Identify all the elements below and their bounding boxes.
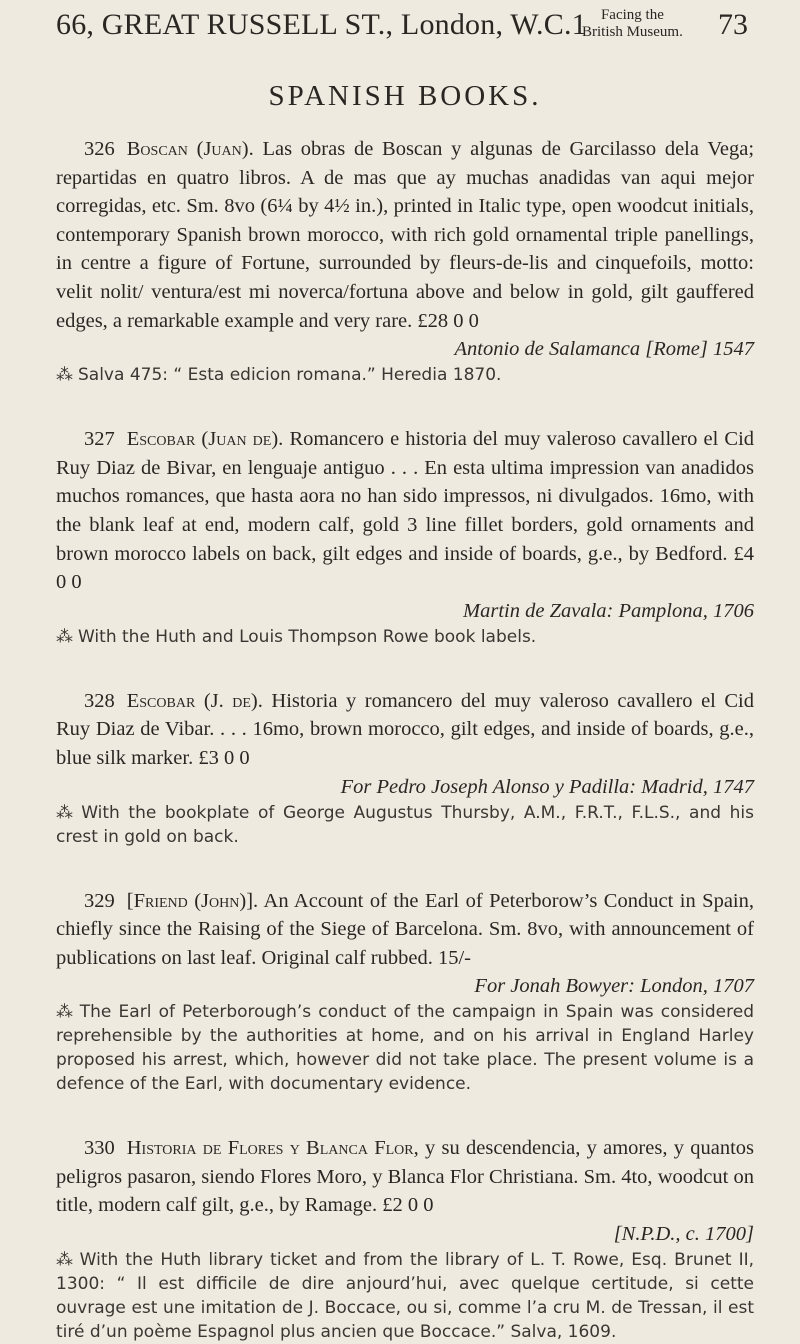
entry-author: Boscan (Juan). <box>126 138 254 160</box>
asterism-icon: ⁂ <box>56 626 72 647</box>
entry-note: With the bookplate of George Augustus Thursby, A.M., F.R.T., F.L.S., and his crest in gold on back. <box>56 802 754 847</box>
asterism-icon: ⁂ <box>56 365 72 386</box>
entry-note: Salva 475: “ Esta edicion romana.” Heredia 1870. <box>78 365 502 386</box>
entry-text: Las obras de Boscan y algunas de Garcilasso dela Vega; repartidas en quatro libros. A de mas que ay muchas anadidas van aqui mejor corregidas, etc. Sm. 8vo (6¼ by 4½ in.), printed in Italic type, open woodcut initials, contemporary Spanish brown morocco, with rich gold ornamental triple panellings, in centre a figure of Fortune, surrounded by fleurs-de-lis and cinquefoils, motto: velit nolit/ ventura/est mi noverca/fortuna above and below in gold, gilt gauffered edges, a remarkable example and very rare. £28 0 0 <box>56 138 755 332</box>
entry-text: y su descendencia, y amores, y quantos peligros pasaron, siendo Flores Moro, y Blanca Flor Christiana. Sm. 4to, woodcut on title, modern calf gilt, g.e., by Ramage. £2 0 0 <box>56 1137 754 1217</box>
entry-330 <box>56 1134 754 1344</box>
section-title: SPANISH BOOKS. <box>268 80 542 112</box>
entry-327 <box>56 425 754 649</box>
entry-number: 330 <box>84 1137 115 1160</box>
entry-number: 328 <box>84 689 115 712</box>
facing-line-2: British Museum. <box>582 24 683 40</box>
entry-imprint: [N.P.D., c. 1700] <box>613 1223 754 1246</box>
entry-author: Historia de Flores y Blanca Flor, <box>126 1137 419 1160</box>
facing-line-1: Facing the <box>600 7 664 23</box>
entry-note: With the Huth and Louis Thompson Rowe book labels. <box>78 626 537 647</box>
entry-number: 326 <box>84 138 115 160</box>
entry-author: Escobar (Juan de). <box>126 428 284 451</box>
entry-imprint: Antonio de Salamanca [Rome] 1547 <box>454 338 754 361</box>
asterism-icon: ⁂ <box>56 1250 74 1271</box>
entry-number: 327 <box>84 428 115 451</box>
asterism-icon: ⁂ <box>56 1002 74 1023</box>
page-number: 73 <box>718 8 748 41</box>
entry-text: An Account of the Earl of Peterborow’s Conduct in Spain, chiefly since the Raising of the Siege of Barcelona. Sm. 8vo, with announcement of publications on last leaf. Original calf rubbed. 15/- <box>56 889 754 969</box>
entry-author: [Friend (John)]. <box>126 889 259 912</box>
entry-note: With the Huth library ticket and from the library of L. T. Rowe, Esq. Brunet II, 1300: “ Il est difficile de dire anjourd’hui, avec quelque certitude, si cette ouvrage est une imitation de J. Boccace, ou si, comme l’a cru M. de Tressan, il est tiré d’un poème Espagnol plus ancien que Boccace.” Salva, 1609. <box>56 1250 754 1343</box>
entry-328 <box>56 687 754 849</box>
entry-author: Escobar (J. de). <box>126 689 263 712</box>
asterism-icon: ⁂ <box>56 802 76 823</box>
entry-326 <box>56 135 754 387</box>
entry-note: The Earl of Peterborough’s conduct of the campaign in Spain was considered reprehensible by the authorities at home, and on his arrival in England Harley proposed his arrest, which, however did not take place. The present volume is a defence of the Earl, with documentary evidence. <box>56 1002 754 1095</box>
entry-imprint: Martin de Zavala: Pamplona, 1706 <box>463 599 754 622</box>
entry-imprint: For Pedro Joseph Alonso y Padilla: Madrid, 1747 <box>340 775 754 798</box>
facing-museum-note <box>582 7 683 41</box>
entry-329 <box>56 887 754 1097</box>
entry-number: 329 <box>84 889 115 912</box>
bookseller-address: 66, GREAT RUSSELL ST., London, W.C.1 <box>56 8 587 41</box>
entry-imprint: For Jonah Bowyer: London, 1707 <box>474 975 754 998</box>
entry-text: Romancero e historia del muy valeroso cavallero el Cid Ruy Diaz de Bivar, en lenguaje antiguo . . . En esta ultima impression van anadidos muchos romances, que hasta aora no han sido impressos, ni divulgados. 16mo, with the blank leaf at end, modern calf, gold 3 line fillet borders, gold ornaments and brown morocco labels on back, gilt edges and inside of boards, g.e., by Bedford. £4 0 0 <box>56 428 755 594</box>
entry-text: Historia y romancero del muy valeroso cavallero el Cid Ruy Diaz de Vibar. . . . 16mo, brown morocco, gilt edges, and inside of boards, g.e., blue silk marker. £3 0 0 <box>56 689 755 769</box>
running-head <box>56 0 754 58</box>
